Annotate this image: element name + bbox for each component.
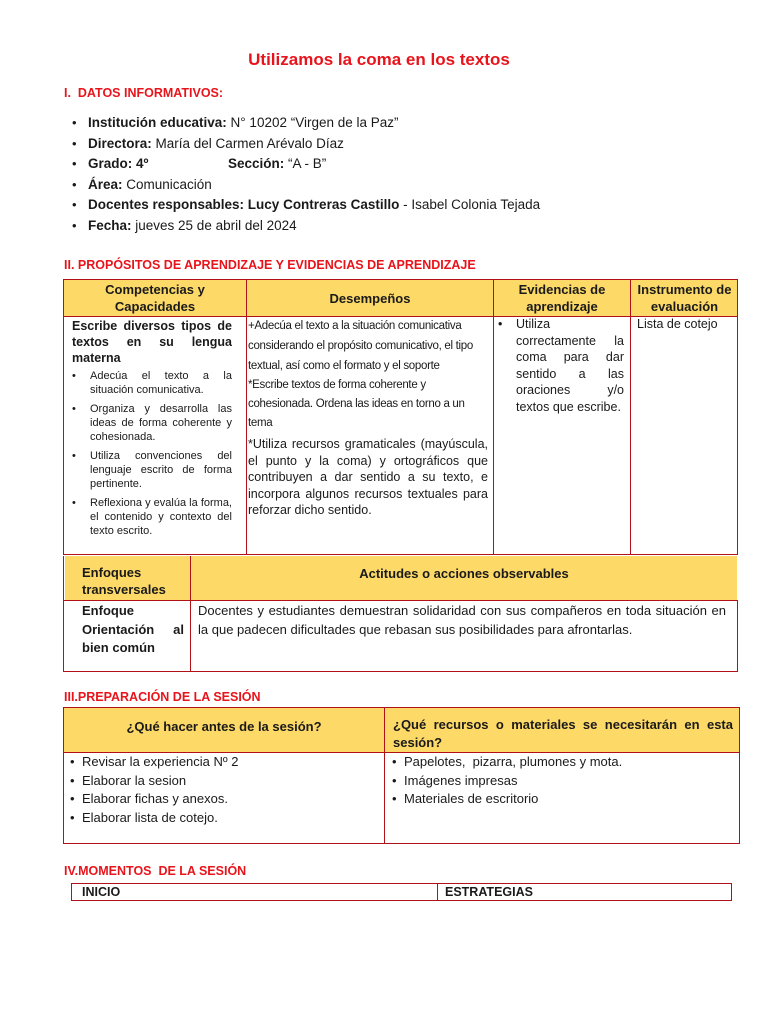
enfoque-text: Enfoque Orientación al bien común xyxy=(82,603,184,655)
list-item: • Fecha: jueves 25 de abril del 2024 xyxy=(70,216,540,237)
recursos-list xyxy=(392,753,732,809)
evidencia-cell xyxy=(498,316,624,415)
list-item: • Institución educativa: N° 10202 “Virgen de la Paz” xyxy=(70,113,540,134)
list-item: • Papelotes, pizarra, plumones y mota. xyxy=(392,753,732,772)
list-item: • Docentes responsables: Lucy Contreras Castillo - Isabel Colonia Tejada xyxy=(70,195,540,216)
capacidad-item: • Reflexiona y evalúa la forma, el contenido y contexto del texto escrito. xyxy=(72,496,232,538)
header-evidencias: Evidencias de aprendizaje xyxy=(518,282,606,314)
antes-list xyxy=(70,753,380,827)
desempeno-item: *Utiliza recursos gramaticales (mayúscula, el punto y la coma) y ortográficos que contribuyen a dar sentido a su texto, e incorpora algunos recursos textuales para reforzar dicho sentido. xyxy=(248,437,488,517)
capacidad-item: • Utiliza convenciones del lenguaje escrito de forma pertinente. xyxy=(72,449,232,491)
competencias-cell xyxy=(72,318,232,538)
page-title: Utilizamos la coma en los textos xyxy=(248,50,510,69)
header-antes: ¿Qué hacer antes de la sesión? xyxy=(126,718,322,734)
instrumento-text: Lista de cotejo xyxy=(637,317,718,331)
capacidad-item: • Adecúa el texto a la situación comunicativa. xyxy=(72,369,232,397)
section-number: II. xyxy=(64,258,75,272)
header-enfoques: Enfoques transversales xyxy=(82,565,166,597)
list-item: • Imágenes impresas xyxy=(392,772,732,791)
section-label: DATOS INFORMATIVOS: xyxy=(77,86,224,100)
desempeno-item: +Adecúa el texto a la situación comunicativa considerando el propósito comunicativo, el tipo textual, así como el formato y el soporte xyxy=(248,320,473,372)
desempeno-item: *Escribe textos de forma coherente y cohesionada. Ordena las ideas en torno a un tema xyxy=(248,379,465,429)
header-inicio: INICIO xyxy=(82,885,121,899)
datos-informativos-list xyxy=(70,113,540,237)
header-estrategias: ESTRATEGIAS xyxy=(445,885,533,899)
list-item: • Grado: 4º Sección: “A - B” xyxy=(70,154,540,175)
momentos-table xyxy=(71,883,732,901)
actitud-text: Docentes y estudiantes demuestran solidaridad con sus compañeros en toda situación en la que padecen dificultades que rebasan sus posibilidades para afrontarlas. xyxy=(198,603,726,637)
list-item: • Revisar la experiencia Nº 2 xyxy=(70,753,380,772)
list-item: • Área: Comunicación xyxy=(70,175,540,196)
header-desempenos: Desempeños xyxy=(329,290,411,306)
evidencia-text: • Utiliza correctamente la coma para dar sentido a las oraciones y/o textos que escribe. xyxy=(498,316,624,415)
list-item: • Elaborar fichas y anexos. xyxy=(70,790,380,809)
header-instrumento: Instrumento de evaluación xyxy=(637,282,732,314)
section-label: PROPÓSITOS DE APRENDIZAJE Y EVIDENCIAS DE APRENDIZAJE xyxy=(77,258,476,272)
capacidad-item: • Organiza y desarrolla las ideas de forma coherente y cohesionada. xyxy=(72,402,232,444)
header-actitudes: Actitudes o acciones observables xyxy=(359,566,569,581)
section-heading-propositos xyxy=(64,258,476,272)
header-recursos: ¿Qué recursos o materiales se necesitarán en esta sesión? xyxy=(393,717,733,750)
section-heading-datos xyxy=(64,86,223,100)
section-heading-momentos: IV.MOMENTOS DE LA SESIÓN xyxy=(64,864,247,878)
list-item: • Materiales de escritorio xyxy=(392,790,732,809)
list-item: • Elaborar lista de cotejo. xyxy=(70,809,380,828)
header-competencias: Competencias y Capacidades xyxy=(105,282,205,314)
competencia-text: Escribe diversos tipos de textos en su lengua materna xyxy=(72,319,232,365)
list-item: • Directora: María del Carmen Arévalo Díaz xyxy=(70,134,540,155)
desempenos-cell xyxy=(248,316,488,519)
section-number: I. xyxy=(64,86,71,100)
section-heading-preparacion: III.PREPARACIÓN DE LA SESIÓN xyxy=(64,690,261,704)
list-item: • Elaborar la sesion xyxy=(70,772,380,791)
